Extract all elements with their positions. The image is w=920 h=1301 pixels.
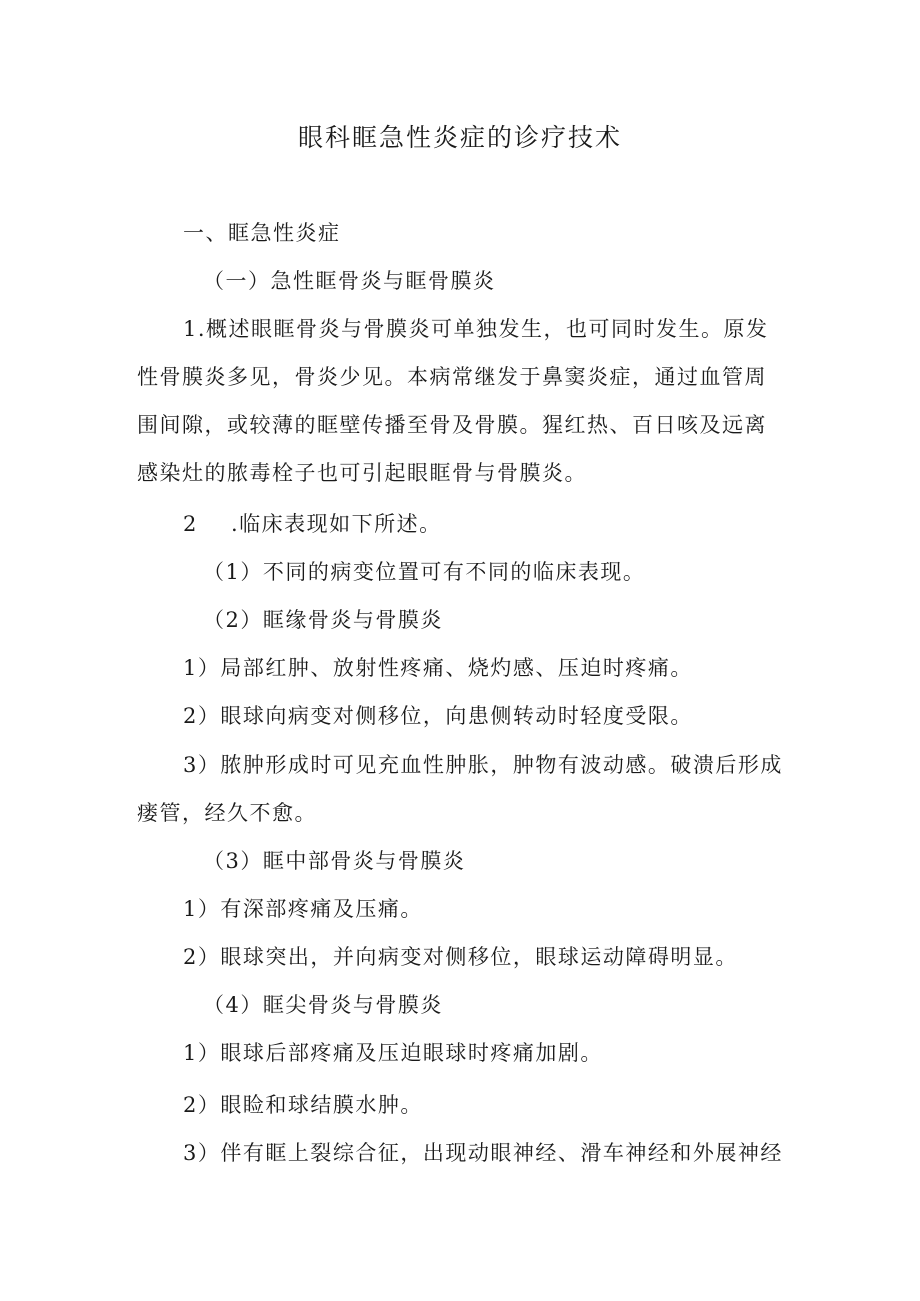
list-item: 1）有深部疼痛及压痛。 [183,897,423,921]
list-item: 3）脓肿形成时可见充血性肿胀，肿物有波动感。破溃后形成 [183,753,783,777]
paragraph-line: 围间隙，或较薄的眶壁传播至骨及骨膜。猩红热、百日咳及远离 [137,413,767,437]
list-item: 1）眼球后部疼痛及压迫眼球时疼痛加剧。 [183,1041,603,1065]
list-item: 1）局部红肿、放射性疼痛、烧灼感、压迫时疼痛。 [183,656,693,680]
list-number: 2 [183,512,198,536]
list-item: 2）眼球突出，并向病变对侧移位，眼球运动障碍明显。 [183,945,738,969]
list-item-continuation: 瘘管，经久不愈。 [137,801,317,825]
document-title: 眼科眶急性炎症的诊疗技术 [297,123,622,152]
paragraph-line: .临床表现如下所述。 [231,512,442,536]
sub-heading: （2）眶缘骨炎与骨膜炎 [203,608,443,632]
sub-heading: （4）眶尖骨炎与骨膜炎 [203,993,443,1017]
list-item: 2）眼球向病变对侧移位，向患侧转动时轻度受限。 [183,704,693,728]
paragraph-line: 性骨膜炎多见，骨炎少见。本病常继发于鼻窦炎症，通过血管周 [137,365,767,389]
subsection-heading: （一）急性眶骨炎与眶骨膜炎 [203,269,496,293]
list-item: 2）眼睑和球结膜水肿。 [183,1093,423,1117]
list-item: 3）伴有眶上裂综合征，出现动眼神经、滑车神经和外展神经 [183,1141,783,1165]
paragraph-line: 1.概述眼眶骨炎与骨膜炎可单独发生，也可同时发生。原发 [183,317,769,341]
sub-heading: （3）眶中部骨炎与骨膜炎 [203,849,466,873]
sub-item: （1）不同的病变位置可有不同的临床表现。 [203,560,646,584]
paragraph-line: 感染灶的脓毒栓子也可引起眼眶骨与骨膜炎。 [137,461,587,485]
section-heading: 一、眶急性炎症 [183,221,341,245]
